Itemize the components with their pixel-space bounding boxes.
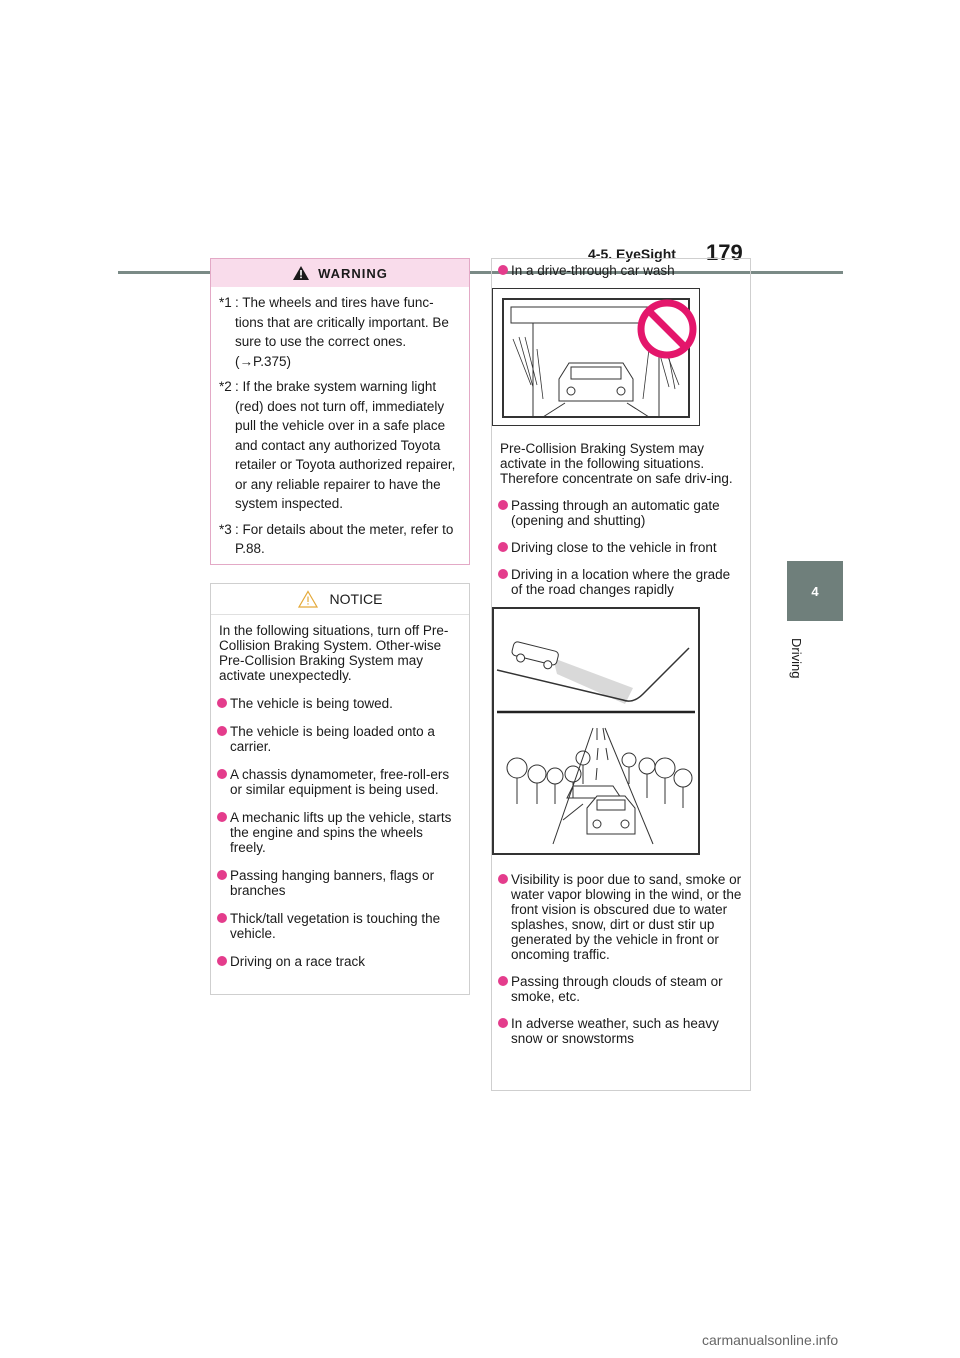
list-item [492,872,750,962]
list-item [211,810,469,855]
list-item-text: Driving in a location where the grade of the road changes rapidly [511,567,731,597]
list-item [492,1016,750,1046]
list-item [211,868,469,898]
footnote-text: : For details about the meter, refer to P.88. [235,521,454,556]
list-item-text: The vehicle is being loaded onto a carrier. [230,724,435,754]
list-item [492,498,750,528]
list-item-text: A mechanic lifts up the vehicle, starts the engine and spins the wheels freely. [230,810,452,855]
footnote-2 [211,377,469,514]
list-item-text: Driving close to the vehicle in front [511,540,717,555]
notice-box [210,583,470,995]
list-item [211,696,469,711]
situations-box [491,258,751,1091]
warning-title: WARNING [318,265,388,281]
list-item-text: Passing hanging banners, flags or branches [230,868,435,898]
bullet-icon [217,956,227,966]
notice-title: NOTICE [329,591,383,607]
bullet-icon [498,500,508,510]
bullet-icon [217,870,227,880]
footnote-mark: *2 [219,379,232,394]
list-item-text: Visibility is poor due to sand, smoke or water vapor blowing in the wind, or the front vision is obscured due to water splashes, snow, dirt or dust stir up generated by the vehicle in front or oncoming traffic. [511,872,742,962]
footnote-mark: *1 [219,295,232,310]
footnote-3 [211,520,469,559]
list-item-text: Passing through an automatic gate (opening and shutting) [511,498,720,528]
chapter-tab-number: 4 [811,583,819,599]
list-item-text: The vehicle is being towed. [230,696,393,711]
notice-header [211,584,469,615]
section-title: 4-5. EyeSight [588,246,676,262]
list-item [492,263,750,278]
list-item [211,954,469,969]
bullet-icon [217,913,227,923]
chapter-tab[interactable] [787,561,843,621]
footnote-1 [211,293,469,371]
list-item-text: A chassis dynamometer, free-roll-ers or similar equipment is being used. [230,767,450,797]
notice-triangle-icon [298,590,318,608]
warning-triangle-icon [292,265,310,281]
list-item [492,540,750,555]
list-item [492,974,750,1004]
bullet-icon [217,812,227,822]
bullet-icon [498,1018,508,1028]
footnote-text: : The wheels and tires have func-tions that are critically important. Be sure to use the correct ones. (→P.375) [235,295,449,369]
list-item [211,724,469,754]
bullet-icon [498,542,508,552]
list-item-text: Passing through clouds of steam or smoke, etc. [511,974,723,1004]
bullet-icon [217,726,227,736]
list-item-text: In a drive-through car wash [511,263,675,278]
page-number: 179 [706,240,743,265]
car-wash-illustration [492,288,700,426]
list-item [211,767,469,797]
bullet-icon [498,976,508,986]
bullet-icon [498,569,508,579]
bullet-icon [217,769,227,779]
footnote-text: : If the brake system warning light (red) does not turn off, immediately pull the vehicle over in a safe place and contact any authorized Toyota retailer or Toyota authorized repairer, or any reliable repairer to have the system inspected. [235,379,456,511]
bullet-icon [217,698,227,708]
situations-intro: Pre-Collision Braking System may activate in the following situations. Therefore concentrate on safe driv-ing. [500,441,733,486]
list-item [211,911,469,941]
chapter-tab-label: Driving [789,638,804,679]
warning-header [211,259,469,287]
list-item-text: Thick/tall vegetation is touching the vehicle. [230,911,441,941]
bullet-icon [498,874,508,884]
list-item-text: Driving on a race track [230,954,366,969]
footer-watermark: carmanualsonline.info [702,1332,839,1348]
bullet-icon [498,265,508,275]
road-grade-illustration [492,607,700,855]
footnote-mark: *3 [219,521,232,537]
list-item [492,567,750,597]
notice-intro: In the following situations, turn off Pre-Collision Braking System. Other-wise Pre-Collision Braking System may activate unexpectedly. [219,623,449,683]
warning-box [210,258,470,565]
list-item-text: In adverse weather, such as heavy snow or snowstorms [511,1016,719,1046]
